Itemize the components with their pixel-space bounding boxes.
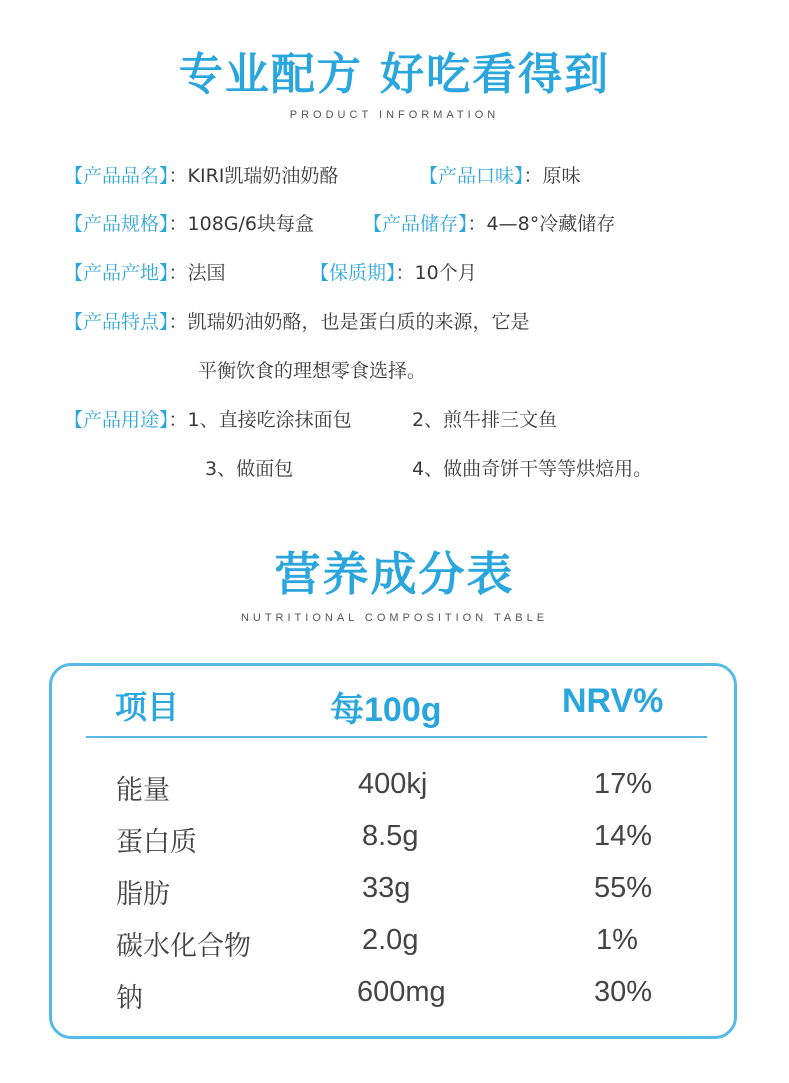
flavor-value: 原味 bbox=[542, 165, 581, 187]
header-divider bbox=[86, 736, 707, 738]
row-item: 钠 bbox=[116, 983, 143, 1014]
nutrition-subtitle: NUTRITIONAL COMPOSITION TABLE bbox=[240, 612, 549, 624]
info-row-features bbox=[64, 308, 530, 336]
storage-value: 4—8°冷藏储存 bbox=[486, 213, 616, 235]
product-info-title: 专业配方 好吃看得到 bbox=[178, 49, 611, 100]
header-nrv: NRV% bbox=[562, 682, 664, 720]
shelf-value: 10个月 bbox=[414, 262, 477, 284]
spec-value: 108G/6块每盒 bbox=[187, 213, 315, 235]
row-per100g: 2.0g bbox=[362, 924, 419, 956]
row-item: 脂肪 bbox=[116, 879, 170, 910]
storage-sep: ： bbox=[467, 213, 487, 235]
info-row-usage bbox=[64, 406, 352, 434]
features-label: 【产品特点】 bbox=[64, 311, 169, 333]
name-label: 【产品品名】 bbox=[64, 165, 169, 187]
info-row-storage bbox=[363, 210, 615, 238]
usage-item-2: 2、煎牛排三文鱼 bbox=[412, 409, 558, 431]
info-row-flavor bbox=[419, 162, 581, 190]
origin-value: 法国 bbox=[187, 262, 226, 284]
info-row-origin bbox=[64, 259, 226, 287]
info-row-spec bbox=[64, 210, 314, 238]
row-nrv: 30% bbox=[594, 976, 653, 1008]
usage-sep: ： bbox=[168, 409, 188, 431]
spec-sep: ： bbox=[168, 213, 188, 235]
usage-item-1: 1、直接吃涂抹面包 bbox=[187, 409, 352, 431]
row-per100g: 400kj bbox=[358, 768, 428, 800]
flavor-sep: ： bbox=[523, 165, 543, 187]
features-value-line2: 平衡饮食的理想零食选择。 bbox=[198, 360, 427, 382]
origin-sep: ： bbox=[168, 262, 188, 284]
row-item: 蛋白质 bbox=[116, 827, 197, 858]
usage-label: 【产品用途】 bbox=[64, 409, 169, 431]
row-item: 能量 bbox=[116, 775, 170, 806]
origin-label: 【产品产地】 bbox=[64, 262, 169, 284]
usage-item-3: 3、做面包 bbox=[205, 458, 294, 480]
features-value-line1: 凯瑞奶油奶酪，也是蛋白质的来源，它是 bbox=[187, 311, 530, 333]
spec-label: 【产品规格】 bbox=[64, 213, 169, 235]
product-info-subtitle: PRODUCT INFORMATION bbox=[289, 109, 500, 121]
row-nrv: 14% bbox=[594, 820, 653, 852]
row-per100g: 600mg bbox=[357, 976, 446, 1008]
flavor-label: 【产品口味】 bbox=[419, 165, 524, 187]
info-row-shelf bbox=[310, 259, 477, 287]
row-nrv: 17% bbox=[594, 768, 653, 800]
nutrition-title: 营养成分表 bbox=[274, 547, 515, 601]
row-nrv: 55% bbox=[594, 872, 653, 904]
row-per100g: 33g bbox=[362, 872, 411, 904]
header-item: 项目 bbox=[115, 688, 180, 726]
row-item: 碳水化合物 bbox=[116, 931, 251, 962]
info-row-name bbox=[64, 162, 338, 190]
name-value: KIRI凯瑞奶油奶酪 bbox=[187, 165, 339, 187]
shelf-label: 【保质期】 bbox=[310, 262, 396, 284]
storage-label: 【产品储存】 bbox=[363, 213, 468, 235]
usage-item-4: 4、做曲奇饼干等等烘焙用。 bbox=[412, 458, 653, 480]
row-nrv: 1% bbox=[596, 924, 638, 956]
name-sep: ： bbox=[168, 165, 188, 187]
row-per100g: 8.5g bbox=[362, 820, 419, 852]
features-sep: ： bbox=[168, 311, 188, 333]
shelf-sep: ： bbox=[395, 262, 415, 284]
header-per100g: 每100g bbox=[330, 691, 442, 729]
